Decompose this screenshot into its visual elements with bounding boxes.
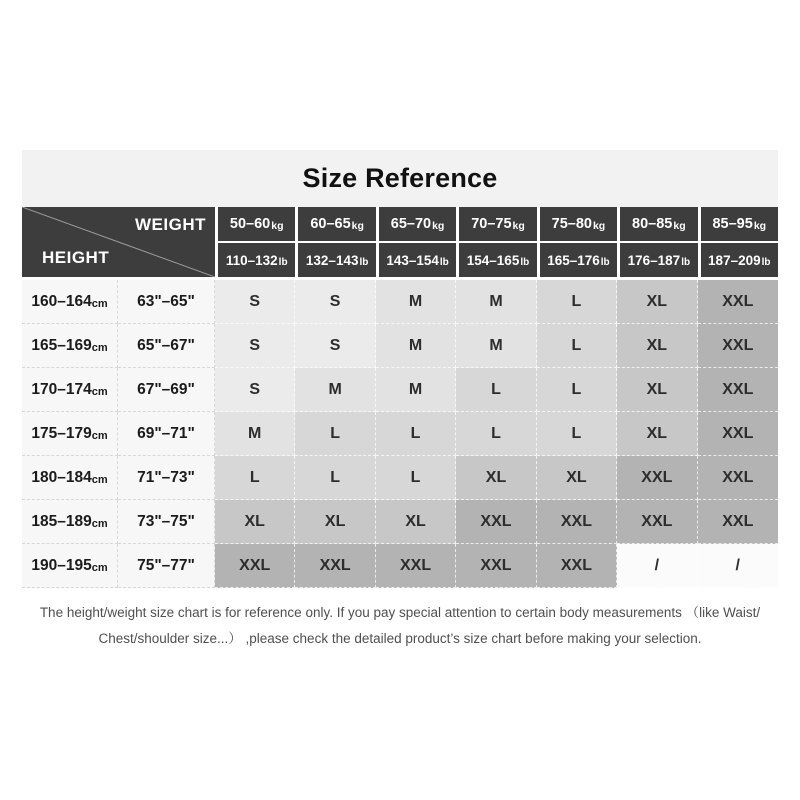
weight-header-lb-6 [701,243,778,277]
size-cell: XXL [215,544,295,588]
weight-header-lb-2-value: 143–154 [386,252,439,268]
weight-header-kg-4-value: 75–80 [551,216,592,232]
size-cell: XXL [617,456,697,500]
weight-header-lb-0-unit: lb [278,256,288,268]
weight-header-lb-6-value: 187–209 [708,252,761,268]
weight-header-kg-3-unit: kg [512,220,525,232]
size-cell: L [537,324,617,368]
height-cm-cell [22,544,118,588]
weight-axis-label: WEIGHT [135,215,206,234]
size-cell: XXL [698,324,778,368]
size-cell: S [215,280,295,324]
weight-header-kg-3 [459,207,536,241]
weight-header-lb-3-value: 154–165 [466,252,520,268]
size-table-body [22,280,778,588]
height-cm-value: 160–164 [31,292,92,310]
size-cell: L [376,456,456,500]
size-cell: M [376,324,456,368]
height-inch-value: 65"–67" [137,336,195,354]
size-cell: L [537,280,617,324]
size-cell: XXL [698,412,778,456]
weight-header-kg-0-value: 50–60 [229,216,271,232]
weight-header-lb-1 [298,243,375,277]
weight-header-lb-4-value: 165–176 [547,252,600,268]
size-cell: XXL [698,456,778,500]
footer-disclaimer [0,600,800,652]
size-cell: XXL [698,500,778,544]
height-cm-cell [22,456,118,500]
height-cm-value: 185–189 [31,512,92,530]
size-cell: XXL [456,544,536,588]
page-title: Size Reference [302,163,498,193]
weight-header-kg-2 [379,207,456,241]
weight-header-kg-4-unit: kg [592,220,606,232]
size-cell: L [456,412,536,456]
size-cell: S [215,368,295,412]
size-cell: M [376,368,456,412]
height-cm-unit: cm [91,297,108,310]
weight-header-lb-6-unit: lb [761,256,771,268]
size-cell: XXL [698,280,778,324]
height-cm-cell [22,368,118,412]
size-cell: M [215,412,295,456]
height-cm-cell [22,412,118,456]
size-cell: L [537,368,617,412]
weight-header-lb-1-unit: lb [359,256,369,268]
size-cell: / [617,544,697,588]
size-cell: S [295,324,375,368]
height-cm-value: 165–169 [31,336,92,354]
size-cell: XL [617,280,697,324]
weight-header-lb-3-unit: lb [520,256,530,268]
size-cell: L [215,456,295,500]
size-cell: XXL [376,544,456,588]
height-inch-value: 71"–73" [137,468,195,486]
weight-header-kg-1 [298,207,375,241]
size-cell: L [456,368,536,412]
weight-header-kg-1-unit: kg [351,220,364,232]
size-cell: XL [295,500,375,544]
size-cell: XXL [537,500,617,544]
height-cm-value: 190–195 [31,556,92,574]
weight-header-kg-6 [701,207,778,241]
height-inch-value: 63"–65" [137,292,195,310]
size-cell: XL [617,412,697,456]
size-cell: S [215,324,295,368]
weight-header-lb-0 [218,243,295,277]
size-cell: M [456,280,536,324]
height-axis-label: HEIGHT [42,248,110,267]
height-cm-value: 180–184 [31,468,92,486]
size-cell: XL [376,500,456,544]
weight-header-lb-4-unit: lb [600,256,610,268]
size-cell: XXL [617,500,697,544]
height-cm-unit: cm [91,517,108,530]
weight-header-lb-5 [620,243,697,277]
height-inch-value: 69"–71" [137,424,195,442]
weight-header-lb-5-value: 176–187 [627,252,681,268]
weight-header-kg-0 [218,207,295,241]
footer-disclaimer-line1: The height/weight size chart is for reference only. If you pay special attention to certain body measurements （like Waist/ [39,605,761,620]
weight-header-kg-5-unit: kg [673,220,686,232]
weight-header-lb-0-value: 110–132 [225,252,278,268]
weight-header-lb-2-unit: lb [439,256,449,268]
size-cell: XL [537,456,617,500]
height-inch-cell [118,412,215,456]
size-cell: XL [617,324,697,368]
footer-disclaimer-line2: Chest/shoulder size...） ,please check the detailed product’s size chart before making your selection. [98,631,702,646]
size-cell: L [295,456,375,500]
height-cm-unit: cm [91,473,108,486]
height-inch-cell [118,324,215,368]
weight-header-kg-4 [540,207,617,241]
weight-header-kg-1-value: 60–65 [310,216,351,232]
size-cell: XL [215,500,295,544]
height-inch-cell [118,500,215,544]
size-cell: / [698,544,778,588]
weight-header-lb-3 [459,243,536,277]
height-cm-value: 175–179 [31,424,92,442]
size-cell: L [537,412,617,456]
height-inch-value: 75"–77" [137,556,195,574]
weight-header-lb-5-unit: lb [681,256,691,268]
height-inch-cell [118,456,215,500]
corner-header-cell [22,207,215,277]
size-cell: L [376,412,456,456]
size-cell: XXL [456,500,536,544]
height-cm-cell [22,324,118,368]
height-inch-cell [118,544,215,588]
size-cell: XXL [295,544,375,588]
weight-header-kg-2-unit: kg [432,220,445,232]
size-cell: M [376,280,456,324]
height-inch-value: 67"–69" [137,380,195,398]
size-cell: XXL [537,544,617,588]
height-inch-cell [118,280,215,324]
weight-header-kg-6-unit: kg [753,220,767,232]
title-band [22,150,778,207]
size-cell: L [295,412,375,456]
weight-header-kg-5-value: 80–85 [632,216,673,232]
weight-header-lb-1-value: 132–143 [305,252,359,268]
height-cm-unit: cm [91,429,108,442]
weight-header-lb-2 [379,243,456,277]
size-cell: XL [617,368,697,412]
height-cm-value: 170–174 [31,380,92,398]
height-cm-unit: cm [91,561,108,574]
height-inch-value: 73"–75" [137,512,195,530]
weight-header-kg-6-value: 85–95 [712,216,753,232]
weight-header-kg-5 [620,207,697,241]
height-cm-unit: cm [91,341,108,354]
size-cell: XL [456,456,536,500]
height-cm-cell [22,500,118,544]
weight-header-lb-4 [540,243,617,277]
size-cell: M [456,324,536,368]
weight-header-kg-0-unit: kg [271,220,284,232]
size-table-header [22,207,778,277]
size-cell: XXL [698,368,778,412]
height-cm-unit: cm [91,385,108,398]
height-cm-cell [22,280,118,324]
weight-header-kg-2-value: 65–70 [390,216,432,232]
height-inch-cell [118,368,215,412]
size-cell: S [295,280,375,324]
size-cell: M [295,368,375,412]
weight-header-kg-3-value: 70–75 [471,216,512,232]
size-chart-card [22,150,778,588]
